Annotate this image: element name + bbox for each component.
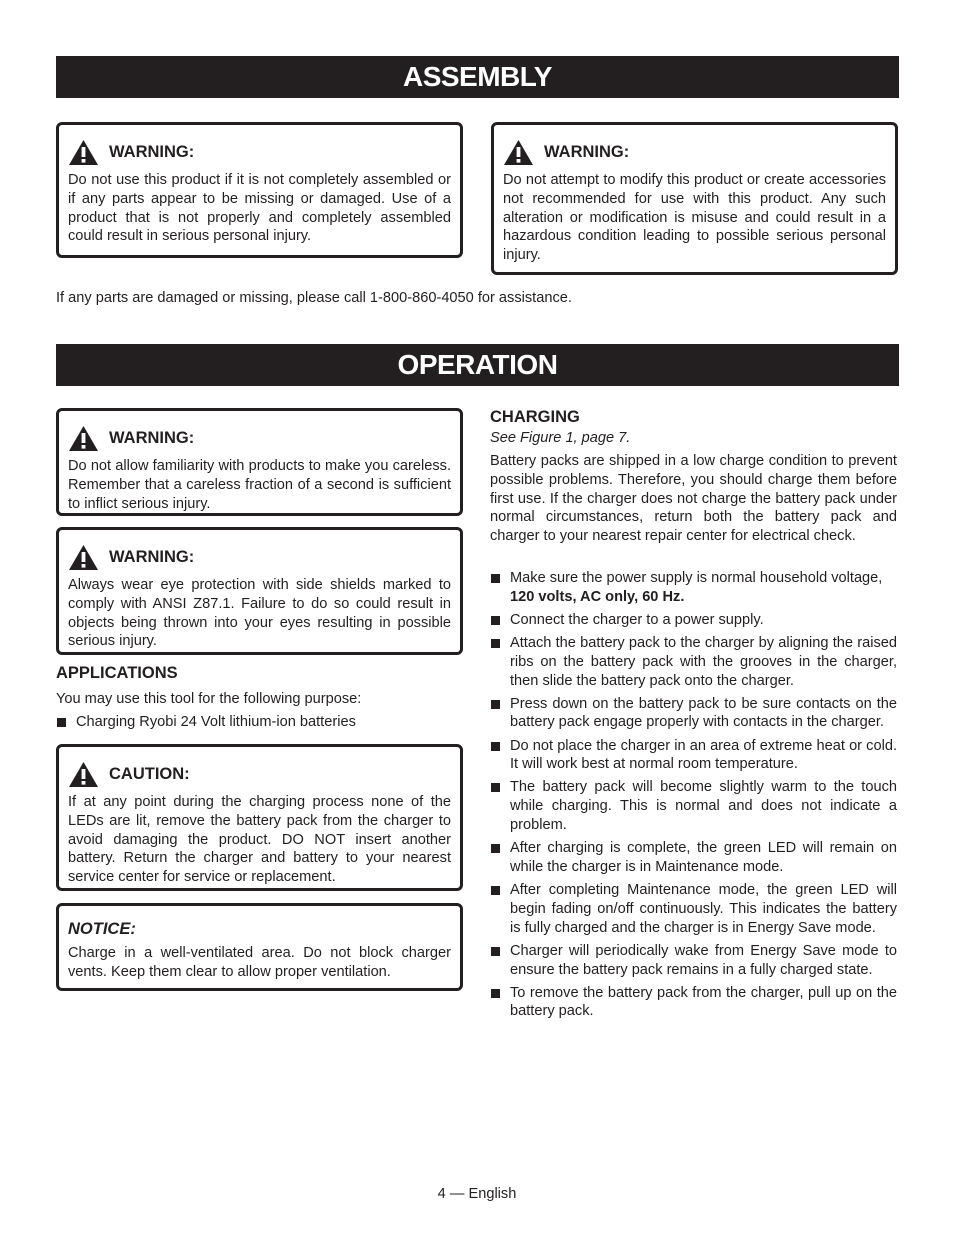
figure-reference: See Figure 1, page 7.: [490, 430, 631, 446]
list-item: After completing Maintenance mode, the green LED will begin fading on/off continuously. This indicates the battery is fully charged and the charger is in Energy Save mode.: [490, 881, 897, 937]
warning-label: WARNING:: [109, 548, 195, 566]
warning-triangle-icon: [68, 761, 99, 788]
warning-triangle-icon: [503, 139, 534, 166]
voltage-text: Make sure the power supply is normal household voltage,: [510, 570, 883, 586]
list-item: Charger will periodically wake from Energy Save mode to ensure the battery pack remains in a fully charged state.: [490, 942, 897, 980]
applications-intro: You may use this tool for the following purpose:: [56, 691, 362, 707]
charging-intro: Battery packs are shipped in a low charge condition to prevent possible problems. Therefore, you should charge them before first use. If the charger does not charge the battery pack under normal circumstances, return both the battery pack and charger to your nearest repair center for electrical check.: [490, 453, 897, 545]
caution-text: If at any point during the charging process none of the LEDs are lit, remove the battery pack from the charger to avoid damaging the product. DO NOT insert another battery. Return the charger and battery to your nearest service center for service or replacement.: [68, 794, 451, 886]
assembly-warning-left: [56, 122, 463, 258]
warning-text: Do not use this product if it is not completely assembled or if any parts appear to be missing or damaged. Use of a product that is not properly and completely assembled could result in serious personal injury.: [68, 172, 451, 245]
list-item: After charging is complete, the green LED will remain on while the charger is in Maintenance mode.: [490, 839, 897, 877]
warning-label: WARNING:: [544, 143, 630, 161]
notice-box: [56, 903, 463, 991]
warning-text: Always wear eye protection with side shields marked to comply with ANSI Z87.1. Failure to do so could result in objects being thrown into your eyes resulting in possible serious injury.: [68, 577, 451, 650]
applications-list: [56, 713, 463, 736]
assistance-text: If any parts are damaged or missing, please call 1-800-860-4050 for assistance.: [56, 290, 572, 306]
operation-warning-familiarity: [56, 408, 463, 516]
charging-heading: CHARGING: [490, 408, 580, 426]
notice-text: Charge in a well-ventilated area. Do not block charger vents. Keep them clear to allow proper ventilation.: [68, 945, 451, 980]
operation-title: OPERATION: [397, 349, 558, 380]
list-item: The battery pack will become slightly warm to the touch while charging. This is normal and does not indicate a problem.: [490, 778, 897, 834]
operation-banner: [56, 344, 899, 386]
warning-triangle-icon: [68, 139, 99, 166]
list-item: Connect the charger to a power supply.: [490, 611, 897, 630]
voltage-spec: 120 volts, AC only, 60 Hz.: [510, 588, 685, 605]
warning-text: Do not attempt to modify this product or create accessories not recommended for use with this product. Any such alteration or modification is misuse and could result in a hazardous condition leading to possible serious personal injury.: [503, 172, 886, 264]
list-item: [490, 569, 897, 607]
warning-triangle-icon: [68, 544, 99, 571]
caution-box: [56, 744, 463, 891]
warning-text: Do not allow familiarity with products to make you careless. Remember that a careless fraction of a second is sufficient to inflict serious injury.: [68, 458, 451, 512]
assembly-warning-right: [491, 122, 898, 275]
applications-heading: APPLICATIONS: [56, 664, 178, 682]
charging-list: [490, 569, 897, 1026]
list-item: Do not place the charger in an area of extreme heat or cold. It will work best at normal room temperature.: [490, 737, 897, 775]
warning-label: WARNING:: [109, 143, 195, 161]
assembly-title: ASSEMBLY: [402, 61, 552, 92]
warning-triangle-icon: [68, 425, 99, 452]
page-footer: 4 — English: [437, 1186, 517, 1202]
list-item: Attach the battery pack to the charger by aligning the raised ribs on the battery pack with the grooves in the charger, then slide the battery pack onto the charger.: [490, 634, 897, 690]
operation-warning-eye: [56, 527, 463, 655]
assembly-banner: [56, 56, 899, 98]
list-item: Press down on the battery pack to be sure contacts on the battery pack engage properly with contacts in the charger.: [490, 695, 897, 733]
caution-label: CAUTION:: [109, 765, 190, 783]
notice-label: NOTICE:: [68, 920, 136, 938]
list-item: Charging Ryobi 24 Volt lithium-ion batteries: [56, 713, 463, 732]
warning-label: WARNING:: [109, 429, 195, 447]
list-item: To remove the battery pack from the charger, pull up on the battery pack.: [490, 984, 897, 1022]
